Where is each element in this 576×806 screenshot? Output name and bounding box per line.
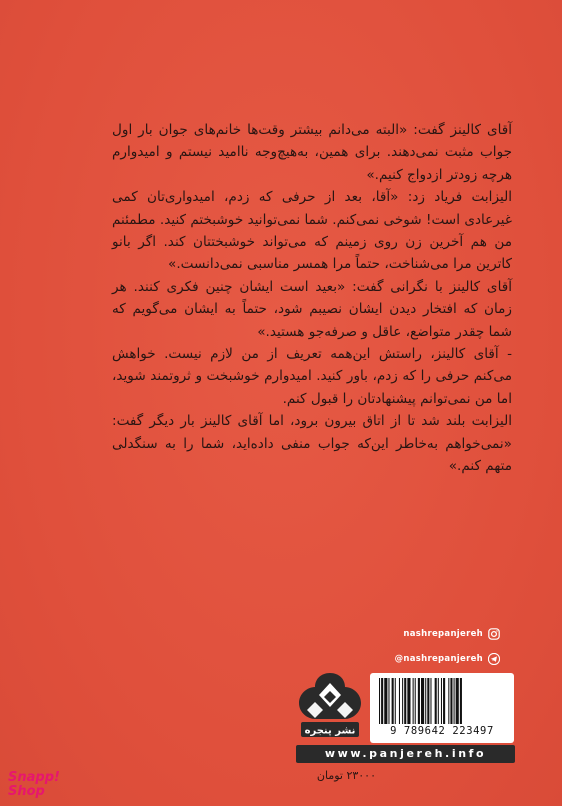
isbn-number: 9 789642 223497 bbox=[390, 725, 494, 737]
telegram-icon bbox=[488, 653, 500, 665]
publisher-logo bbox=[291, 669, 369, 741]
watermark-line-1: Snapp! bbox=[8, 770, 60, 785]
snapp-shop-watermark bbox=[8, 771, 62, 799]
instagram-handle: nashrepanjereh bbox=[403, 629, 483, 639]
publisher-name: نشر پنجره bbox=[304, 725, 356, 737]
instagram-icon bbox=[488, 628, 500, 640]
watermark-line-2: Shop bbox=[8, 784, 45, 799]
telegram-handle: @nashrepanjereh bbox=[394, 654, 483, 664]
price-label: ۲۳۰۰۰ تومان bbox=[316, 769, 376, 782]
telegram-handle-row bbox=[380, 651, 500, 667]
blurb-paragraph-1: آقای کالینز گفت: «البته می‌دانم بیشتر وقت‌ها خانم‌های جوان بار اول جواب مثبت نمی‌دهند. برای همین، به‌هیچ‌وجه ناامید نیستم و امیدوارم هرچه زودتر ازدواج کنیم.» bbox=[112, 122, 512, 183]
cover-blurb bbox=[112, 119, 512, 478]
publisher-website[interactable]: www.panjereh.info bbox=[296, 745, 515, 763]
blurb-paragraph-3: آقای کالینز با نگرانی گفت: «بعید است ایشان چنین فکری کنند. هر زمان که افتخار دیدن ایشان نصیبم شود، حتماً به ایشان می‌گویم که شما چقدر متواضع، عاقل و صرفه‌جو هستید.» bbox=[112, 278, 512, 340]
isbn-barcode bbox=[370, 673, 514, 743]
blurb-paragraph-4: - آقای کالینز، راستش این‌همه تعریف از من لازم نیست. خواهش می‌کنم حرفی را که زدم، باور کنید. امیدوارم خوشبخت و ثروتمند شوید، اما من نمی‌توانم پیشنهادتان را قبول کنم. bbox=[112, 346, 512, 407]
blurb-paragraph-2: الیزابت فریاد زد: «آقا، بعد از حرفی که زدم، امیدواری‌تان کمی غیرعادی است! شوخی نمی‌کنم. شما نمی‌توانید خوشبختم کنید. مطمئنم من هم آخرین زن روی زمینم که می‌تواند خوشبختتان کند. اگر بانو کاترین مرا می‌شناخت، حتماً مرا همسر مناسبی نمی‌دانست.» bbox=[112, 189, 512, 273]
blurb-paragraph-5: الیزابت بلند شد تا از اتاق بیرون برود، اما آقای کالینز بار دیگر گفت: «نمی‌خواهم به‌خاطر این‌که جواب منفی داده‌اید، شما را به سنگدلی متهم کنم.» bbox=[112, 413, 512, 475]
instagram-handle-row bbox=[380, 626, 500, 642]
barcode-bars bbox=[379, 678, 505, 724]
